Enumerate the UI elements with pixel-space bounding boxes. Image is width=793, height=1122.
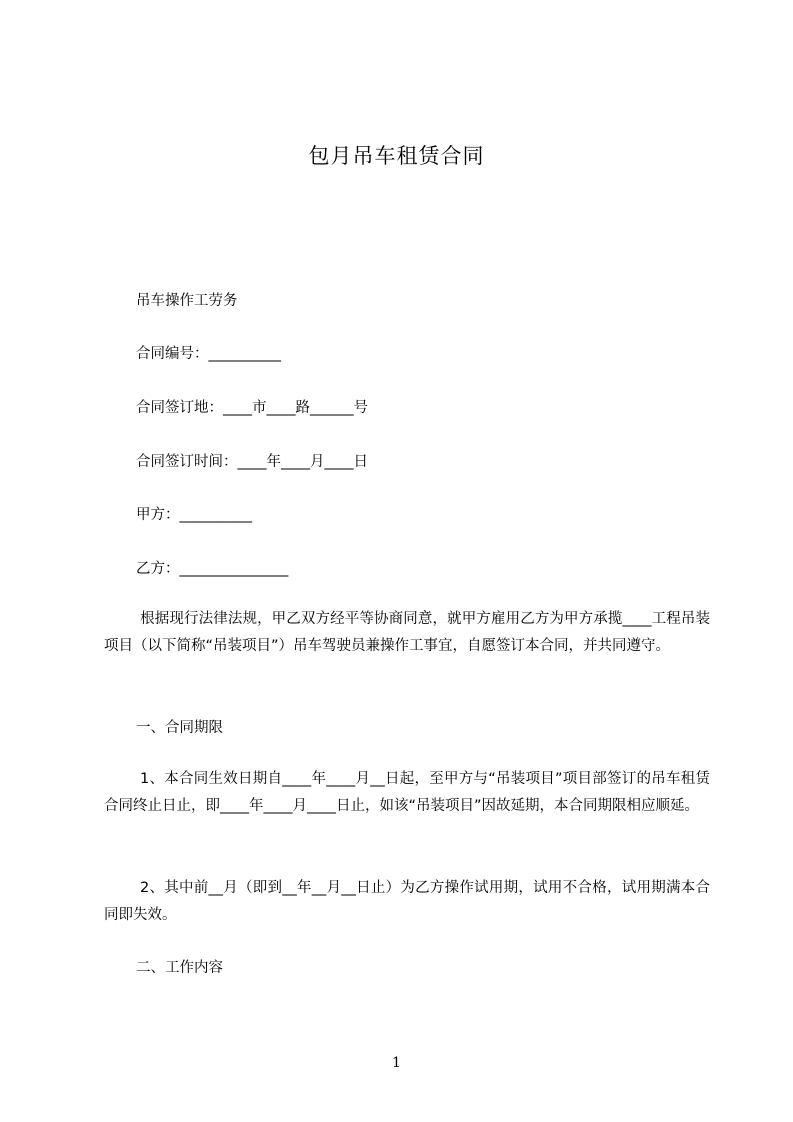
party-a-line: 甲方：__________ — [136, 507, 252, 523]
subtitle: 吊车操作工劳务 — [136, 293, 238, 309]
section-2-heading: 二、工作内容 — [136, 960, 223, 976]
clause-1-1-text: 1、本合同生效日期自____年____月__日起，至甲方与“吊装项目”项目部签订的吊车租赁合同终止日止，即____年____月____日止，如该“吊装项目”因故延期，本合同期限相应顺延。 — [104, 771, 710, 814]
party-b-line: 乙方：_______________ — [136, 561, 289, 577]
signing-place-line: 合同签订地：____市____路______号 — [136, 400, 368, 416]
signing-time-line: 合同签订时间：____年____月____日 — [136, 454, 368, 470]
contract-number-line: 合同编号：__________ — [136, 346, 281, 362]
preamble-paragraph — [104, 606, 710, 660]
preamble-text: 根据现行法律法规，甲乙双方经平等协商同意，就甲方雇用乙方为甲方承揽____工程吊装项目（以下简称“吊装项目”）吊车驾驶员兼操作工事宜，自愿签订本合同，并共同遵守。 — [104, 611, 710, 654]
document-title: 包月吊车租赁合同 — [308, 144, 485, 168]
clause-1-1-paragraph — [104, 766, 710, 820]
page-number: 1 — [392, 1055, 401, 1071]
clause-1-2-paragraph — [104, 875, 710, 929]
section-1-heading: 一、合同期限 — [136, 720, 223, 736]
clause-1-2-text: 2、其中前__月（即到__年__月__日止）为乙方操作试用期，试用不合格，试用期满本合同即失效。 — [104, 880, 710, 923]
